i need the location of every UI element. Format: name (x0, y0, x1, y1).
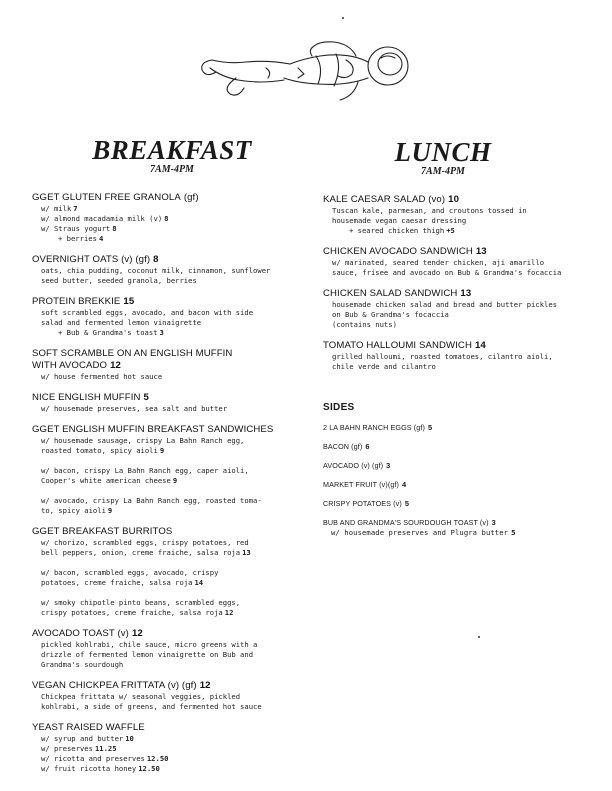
menu-item-desc-text: + berries (58, 234, 97, 243)
menu-item-desc-text: chile verde and cilantro (332, 362, 436, 371)
menu-item (32, 424, 294, 516)
side-item (323, 480, 585, 490)
menu-item-desc (32, 744, 294, 754)
side-item-price: 4 (402, 480, 407, 489)
menu-item-desc-text: kohlrabi, a side of greens, and fermented hot sauce (41, 702, 262, 711)
menu-item-desc (32, 214, 294, 224)
menu-item-desc-text: w/ chorizo, scrambled eggs, crispy potatoes, red (41, 538, 249, 547)
menu-item-price: 12 (131, 628, 143, 639)
menu-item-desc-text: (contains nuts) (332, 320, 397, 329)
menu-item-desc-text: roasted tomato, spicy aioli (41, 446, 158, 455)
menu-item-desc (32, 608, 294, 618)
menu-item-desc (323, 300, 585, 310)
menu-item-desc (323, 352, 585, 362)
menu-item-desc-text: to, spicy aioli (41, 506, 106, 515)
menu-item-tag: (gf) (183, 192, 199, 203)
menu-item-title (32, 722, 294, 734)
menu-item-desc-text: potatoes, creme fraiche, salsa roja (41, 578, 193, 587)
menu-item-price: 13 (475, 246, 487, 257)
side-item-name: BACON (gf) (323, 442, 363, 451)
menu-item-desc (32, 568, 294, 578)
menu-item-desc (32, 308, 294, 318)
menu-item-desc (32, 204, 294, 214)
side-item-price: 3 (491, 518, 496, 527)
side-item-price: 5 (427, 423, 433, 432)
side-item (323, 461, 585, 471)
menu-item-desc-text: w/ preserves (41, 744, 93, 753)
menu-item-desc (32, 224, 294, 234)
menu-item-price: 8 (153, 254, 159, 265)
menu-item-desc-text: w/ bacon, crispy La Bahn Ranch egg, caper aioli, (41, 466, 249, 475)
menu-item-price: 15 (123, 296, 135, 307)
menu-item-desc-text: + Bub & Grandma's toast (58, 328, 158, 337)
menu-item-desc (323, 216, 585, 226)
menu-item-name: SOFT SCRAMBLE ON AN ENGLISH MUFFIN (32, 348, 233, 359)
menu-item-desc-price: 12.50 (146, 754, 169, 763)
menu-item-name: GGET ENGLISH MUFFIN BREAKFAST SANDWICHES (32, 424, 274, 435)
menu-item-desc-price: 3 (159, 328, 164, 337)
menu-item-desc-text: on Bub & Grandma's focaccia (332, 310, 449, 319)
menu-item-desc-text: Cooper's white american cheese (41, 476, 171, 485)
menu-item-title (32, 628, 294, 640)
menu-item-desc (32, 318, 294, 328)
menu-item-desc (323, 268, 585, 278)
menu-item-name: OVERNIGHT OATS (v) (gf) (32, 254, 151, 265)
menu-item-desc (32, 558, 294, 568)
menu-item-price: 10 (448, 194, 460, 205)
menu-item-desc (32, 764, 294, 774)
menu-item-desc (32, 506, 294, 516)
menu-item-title (32, 296, 294, 308)
menu-item-desc-text: soft scrambled eggs, avocado, and bacon with side (41, 308, 254, 317)
breakfast-hours: 7AM-4PM (150, 164, 194, 175)
menu-item (323, 288, 585, 330)
menu-item-name: GGET GLUTEN FREE GRANOLA (32, 192, 181, 203)
side-item (323, 499, 585, 509)
menu-item-desc-text: Grandma's sourdough (41, 660, 124, 669)
side-item-name: 2 LA BAHN RANCH EGGS (gf) (323, 423, 425, 432)
menu-item (32, 722, 294, 774)
menu-item-title (323, 340, 585, 352)
menu-item-desc (32, 404, 294, 414)
menu-item-desc-text: w/ marinated, seared tender chicken, aji amarillo (332, 258, 545, 267)
menu-item-name: NICE ENGLISH MUFFIN (32, 392, 141, 403)
menu-item-desc-text: w/ fruit ricotta honey (41, 764, 137, 773)
menu-item-desc-text: grilled halloumi, roasted tomatoes, cilantro aioli, (332, 352, 553, 361)
menu-item-desc (32, 234, 294, 244)
menu-item-name: PROTEIN BREKKIE (32, 296, 121, 307)
menu-item-desc-price: 8 (164, 214, 169, 223)
menu-item-desc-text: w/ housemade preserves, sea salt and butter (41, 404, 228, 413)
menu-item-desc-text: oats, chia pudding, coconut milk, cinnamon, sunflower (41, 266, 271, 275)
menu-item-name-cont: WITH AVOCADO (32, 360, 108, 371)
menu-item-desc-price: 9 (107, 506, 113, 515)
menu-item-desc-price: 7 (73, 204, 78, 213)
menu-item-desc (323, 362, 585, 372)
menu-item-desc (32, 496, 294, 506)
breakfast-section (32, 136, 294, 784)
side-item-desc-text: w/ housemade preserves and Plugra butter (331, 528, 509, 537)
side-item (323, 518, 585, 538)
menu-item-desc-text: housemade vegan caesar dressing (332, 216, 467, 225)
ink-speck (342, 17, 344, 19)
menu-item-desc (32, 446, 294, 456)
menu-item-desc (32, 640, 294, 650)
menu-item-desc (32, 734, 294, 744)
menu-item-desc-text: sauce, frisee and avocado on Bub & Grandma's focaccia (332, 268, 562, 277)
menu-item-desc-price: 9 (159, 446, 165, 455)
menu-item-desc-price: 10 (125, 734, 134, 743)
lunch-hours: 7AM-4PM (421, 166, 465, 177)
sides-title: SIDES (323, 402, 355, 413)
menu-item-name: AVOCADO TOAST (v) (32, 628, 129, 639)
side-item-price: 3 (386, 461, 391, 470)
menu-item-desc-price: 9 (172, 476, 178, 485)
menu-item-title (323, 246, 585, 258)
menu-item-desc (323, 258, 585, 268)
menu-item-desc-price: 11.25 (94, 744, 117, 753)
menu-item-desc (32, 266, 294, 276)
menu-item-name: VEGAN CHICKPEA FRITTATA (v) (gf) (32, 680, 197, 691)
menu-item-desc (323, 206, 585, 216)
menu-item-desc-price: 4 (98, 234, 104, 243)
menu-item-desc-price: +5 (446, 226, 455, 235)
menu-item (323, 340, 585, 372)
menu-item-desc (32, 466, 294, 476)
side-item-name: BUB AND GRANDMA'S SOURDOUGH TOAST (v) (323, 518, 489, 527)
menu-item-desc (32, 328, 294, 338)
menu-item (32, 296, 294, 338)
menu-item-price: 12 (199, 680, 211, 691)
menu-item-title-cont (32, 360, 294, 372)
menu-item-desc-text: w/ Straus yogurt (41, 224, 111, 233)
menu-item-desc (32, 692, 294, 702)
menu-item-title (32, 526, 294, 538)
menu-item-name: TOMATO HALLOUMI SANDWICH (323, 340, 472, 351)
menu-item-desc (32, 702, 294, 712)
side-item (323, 423, 585, 433)
menu-item (32, 254, 294, 286)
menu-item-desc (323, 226, 585, 236)
menu-item (32, 348, 294, 382)
menu-item-desc-price: 12.50 (138, 764, 160, 773)
menu-item-desc (32, 660, 294, 670)
menu-item-desc-text: w/ milk (41, 204, 72, 213)
menu-item-price: 13 (460, 288, 472, 299)
menu-item-title (323, 288, 585, 300)
menu-item-desc (32, 372, 294, 382)
side-item-price: 5 (404, 499, 410, 508)
menu-item-name: YEAST RAISED WAFFLE (32, 722, 145, 733)
menu-item-desc (323, 310, 585, 320)
menu-item (323, 194, 585, 236)
menu-item-title (323, 194, 585, 206)
sides-section (323, 402, 585, 538)
menu-item-desc-text (41, 456, 45, 465)
menu-item-desc-text: w/ almond macadamia milk (v) (41, 214, 163, 223)
menu-item-name: GGET BREAKFAST BURRITOS (32, 526, 173, 537)
menu-item (32, 392, 294, 414)
menu-item-price: 12 (110, 360, 121, 371)
menu-item-name: CHICKEN SALAD SANDWICH (323, 288, 458, 299)
menu-item-desc-text: + seared chicken thigh (349, 226, 445, 235)
side-item-name: AVOCADO (v) (gf) (323, 461, 384, 470)
menu-item-desc (323, 320, 585, 330)
menu-item (323, 246, 585, 278)
menu-item-desc (32, 538, 294, 548)
menu-item-price: 5 (143, 392, 149, 403)
menu-item-desc-text: w/ housemade sausage, crispy La Bahn Ranch egg, (41, 436, 245, 445)
menu-item-desc (32, 754, 294, 764)
side-item-desc (323, 528, 585, 538)
menu-item-desc-text: w/ house fermented hot sauce (41, 372, 163, 381)
sides-items (323, 423, 585, 538)
menu-item (32, 192, 294, 244)
menu-item-desc-text: salad and fermented lemon vinaigrette (41, 318, 202, 327)
menu-item-desc (32, 650, 294, 660)
menu-item-desc-price: 12 (224, 608, 234, 617)
menu-item-price: 14 (475, 340, 486, 351)
breakfast-items (32, 192, 294, 774)
astronaut-logo (196, 38, 414, 108)
menu-item-title (32, 680, 294, 692)
menu-item-desc-text (41, 486, 45, 495)
menu-item-desc-text: crispy potatoes, creme fraiche, salsa roja (41, 608, 223, 617)
menu-item-title (32, 424, 294, 436)
menu-item-desc (32, 476, 294, 486)
menu-item-desc-text: w/ syrup and butter (41, 734, 124, 743)
menu-item-desc (32, 598, 294, 608)
menu-item-desc-text: pickled kohlrabi, chile sauce, micro greens with a (41, 640, 258, 649)
menu-item (32, 680, 294, 712)
menu-item-desc (32, 436, 294, 446)
side-item-desc-price: 5 (511, 528, 516, 537)
breakfast-title: BREAKFAST (92, 135, 252, 165)
ink-speck (478, 636, 480, 638)
menu-item-title (32, 392, 294, 404)
menu-item-desc-text: Chickpea frittata w/ seasonal veggies, pickled (41, 692, 241, 701)
menu-item-desc-price: 14 (194, 578, 204, 587)
menu-item-desc-text: bell peppers, onion, creme fraiche, salsa roja (41, 548, 241, 557)
menu-item-desc-text: Tuscan kale, parmesan, and croutons tossed in (332, 206, 527, 215)
menu-item-title (32, 254, 294, 266)
menu-item-desc-text: housemade chicken salad and bread and butter pickles (332, 300, 558, 309)
menu-item-desc-text: w/ avocado, crispy La Bahn Ranch egg, roasted toma- (41, 496, 262, 505)
side-item (323, 442, 585, 452)
menu-item-desc-price: 13 (242, 548, 251, 557)
menu-item-desc (32, 486, 294, 496)
menu-item-desc-text (41, 588, 45, 597)
menu-item-desc (32, 578, 294, 588)
menu-item-desc (32, 588, 294, 598)
menu-item-desc-text: seed butter, seeded granola, berries (41, 276, 197, 285)
menu-item (32, 526, 294, 618)
lunch-title: LUNCH (394, 137, 492, 167)
menu-item-title (32, 348, 294, 360)
menu-item-desc-text: w/ ricotta and preserves (41, 754, 145, 763)
menu-item-name: CHICKEN AVOCADO SANDWICH (323, 246, 473, 257)
menu-item-desc-text: drizzle of fermented lemon vinaigrette on Bub and (41, 650, 254, 659)
menu-item-desc (32, 456, 294, 466)
menu-item (32, 628, 294, 670)
menu-item-name: KALE CAESAR SALAD (vo) (323, 194, 446, 205)
lunch-items (323, 194, 585, 372)
side-item-name: CRISPY POTATOES (v) (323, 499, 402, 508)
menu-item-desc-text: w/ bacon, scrambled eggs, avocado, crispy (41, 568, 219, 577)
menu-item-title (32, 192, 294, 204)
side-item-price: 6 (365, 442, 370, 451)
side-item-name: MARKET FRUIT (v)(gf) (323, 480, 400, 489)
lunch-section (323, 136, 585, 547)
menu-item-desc-price: 8 (112, 224, 117, 233)
menu-item-desc-text: w/ smoky chipotle pinto beans, scrambled eggs, (41, 598, 241, 607)
menu-item-desc (32, 276, 294, 286)
menu-item-desc (32, 548, 294, 558)
menu-item-desc-text (41, 558, 45, 567)
